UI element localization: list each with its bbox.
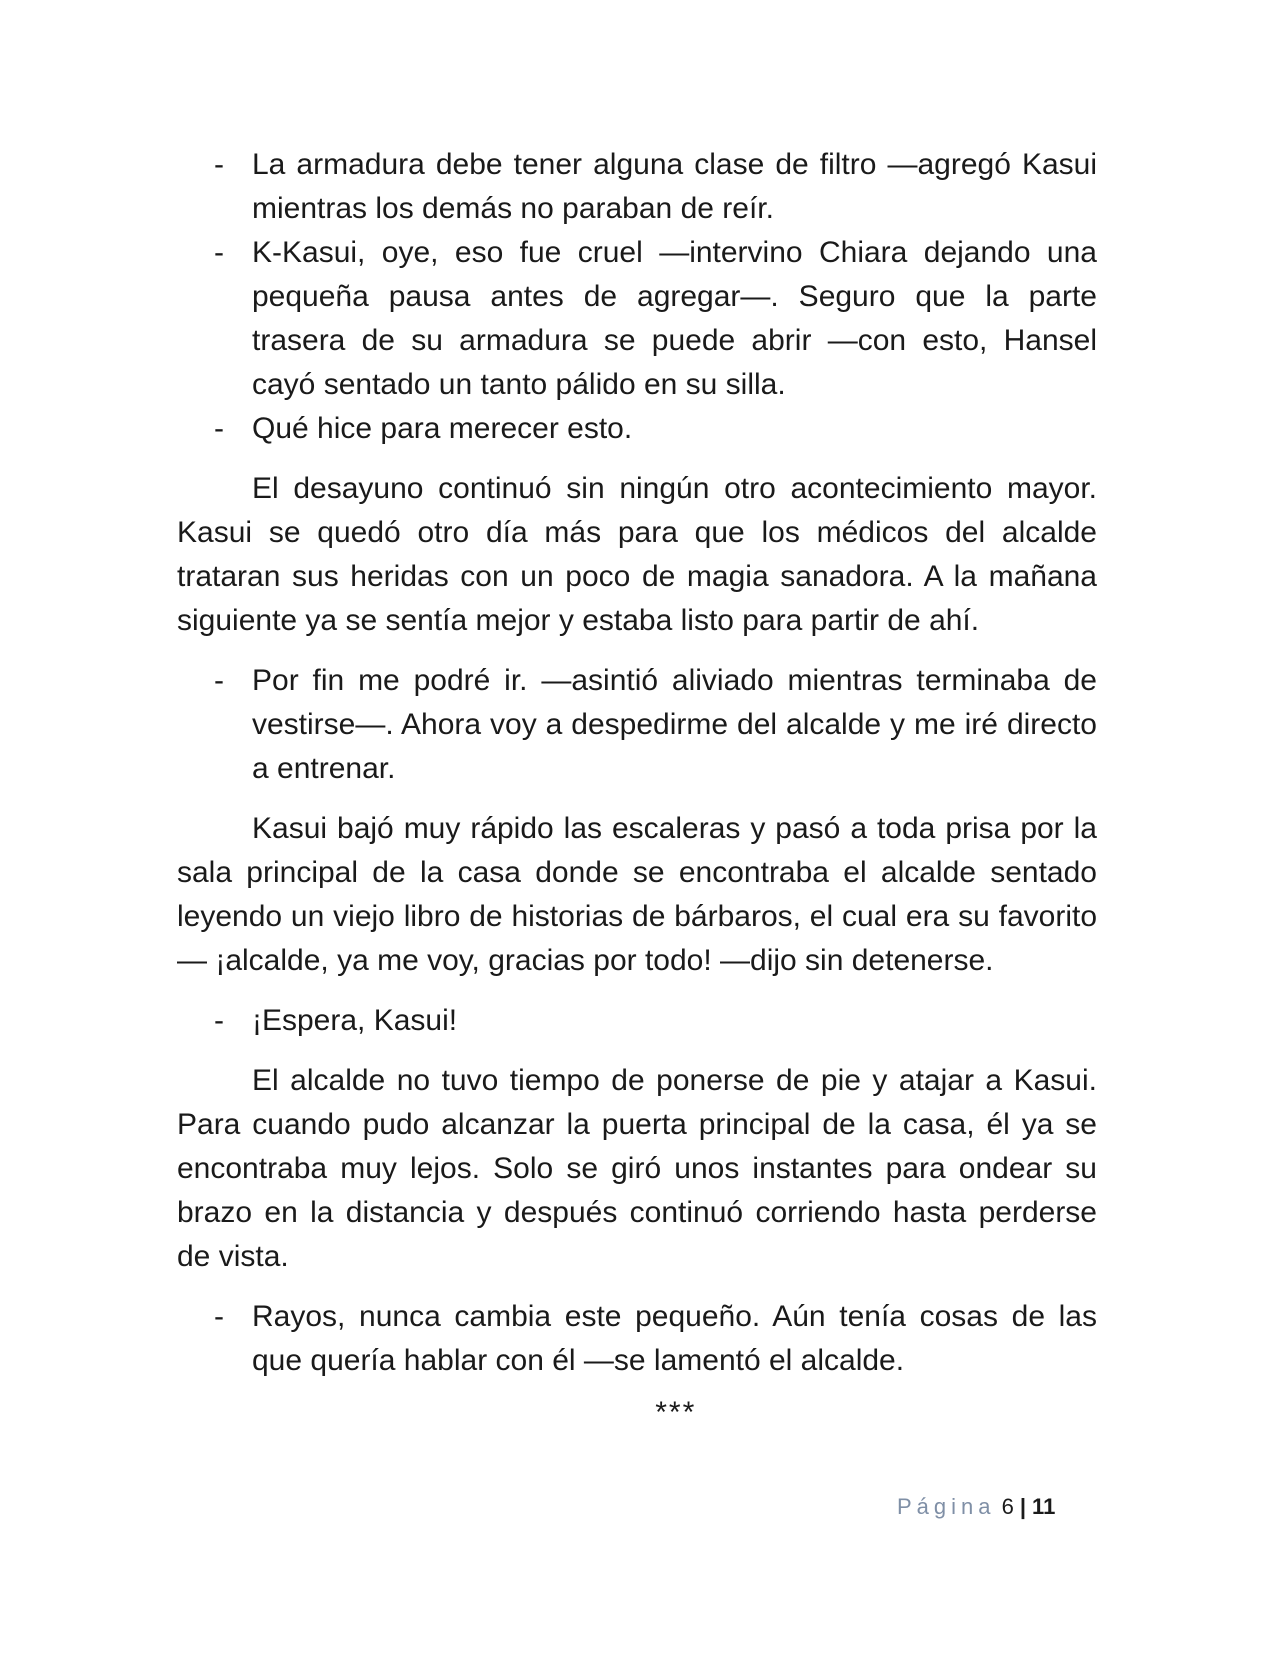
dialogue-text: ¡Espera, Kasui! bbox=[252, 1004, 458, 1037]
scene-separator: *** bbox=[653, 1396, 696, 1429]
dialogue-line bbox=[177, 999, 1097, 1043]
narrative-paragraph: Kasui bajó muy rápido las escaleras y pasó a toda prisa por la sala principal de la casa donde se encontraba el alcalde sentado leyendo un viejo libro de historias de bárbaros, el cual era su favorito— ¡alcalde, ya me voy, gracias por todo! —dijo sin detenerse. bbox=[177, 812, 1097, 977]
dialogue-text: Por fin me podré ir. —asintió aliviado mientras terminaba de vestirse—. Ahora voy a despedirme del alcalde y me iré directo a entrenar. bbox=[252, 664, 1097, 785]
dialogue-text: La armadura debe tener alguna clase de filtro —agregó Kasui mientras los demás no paraban de reír. bbox=[252, 148, 1097, 225]
page-body bbox=[177, 143, 1097, 1435]
dialogue-dash: - bbox=[214, 148, 224, 181]
dialogue-line bbox=[177, 659, 1097, 791]
dialogue-dash: - bbox=[214, 664, 224, 697]
narrative-paragraph: El alcalde no tuvo tiempo de ponerse de pie y atajar a Kasui. Para cuando pudo alcanzar la puerta principal de la casa, él ya se encontraba muy lejos. Solo se giró unos instantes para ondear su brazo en la distancia y después continuó corriendo hasta perderse de vista. bbox=[177, 1064, 1097, 1273]
page-total: 11 bbox=[1032, 1494, 1056, 1519]
dialogue-text: Rayos, nunca cambia este pequeño. Aún tenía cosas de las que quería hablar con él —se lamentó el alcalde. bbox=[252, 1300, 1097, 1377]
dialogue-dash: - bbox=[214, 236, 224, 269]
page-number: 6 bbox=[1001, 1494, 1014, 1519]
dialogue-line bbox=[177, 407, 1097, 451]
dialogue-dash: - bbox=[214, 1300, 224, 1333]
dialogue-line bbox=[177, 1295, 1097, 1383]
page-label: Página bbox=[897, 1494, 996, 1519]
dialogue-text: Qué hice para merecer esto. bbox=[252, 412, 633, 445]
narrative-paragraph: El desayuno continuó sin ningún otro acontecimiento mayor. Kasui se quedó otro día más para que los médicos del alcalde trataran sus heridas con un poco de magia sanadora. A la mañana siguiente ya se sentía mejor y estaba listo para partir de ahí. bbox=[177, 472, 1097, 637]
dialogue-text: K-Kasui, oye, eso fue cruel —intervino Chiara dejando una pequeña pausa antes de agregar—. Seguro que la parte trasera de su armadura se puede abrir —con esto, Hansel cayó sentado un tanto pálido en su silla. bbox=[252, 236, 1097, 401]
dialogue-line bbox=[177, 231, 1097, 407]
page-divider: | bbox=[1019, 1494, 1027, 1519]
page-footer bbox=[897, 1493, 1055, 1521]
dialogue-dash: - bbox=[214, 1004, 224, 1037]
dialogue-line bbox=[177, 143, 1097, 231]
dialogue-dash: - bbox=[214, 412, 224, 445]
